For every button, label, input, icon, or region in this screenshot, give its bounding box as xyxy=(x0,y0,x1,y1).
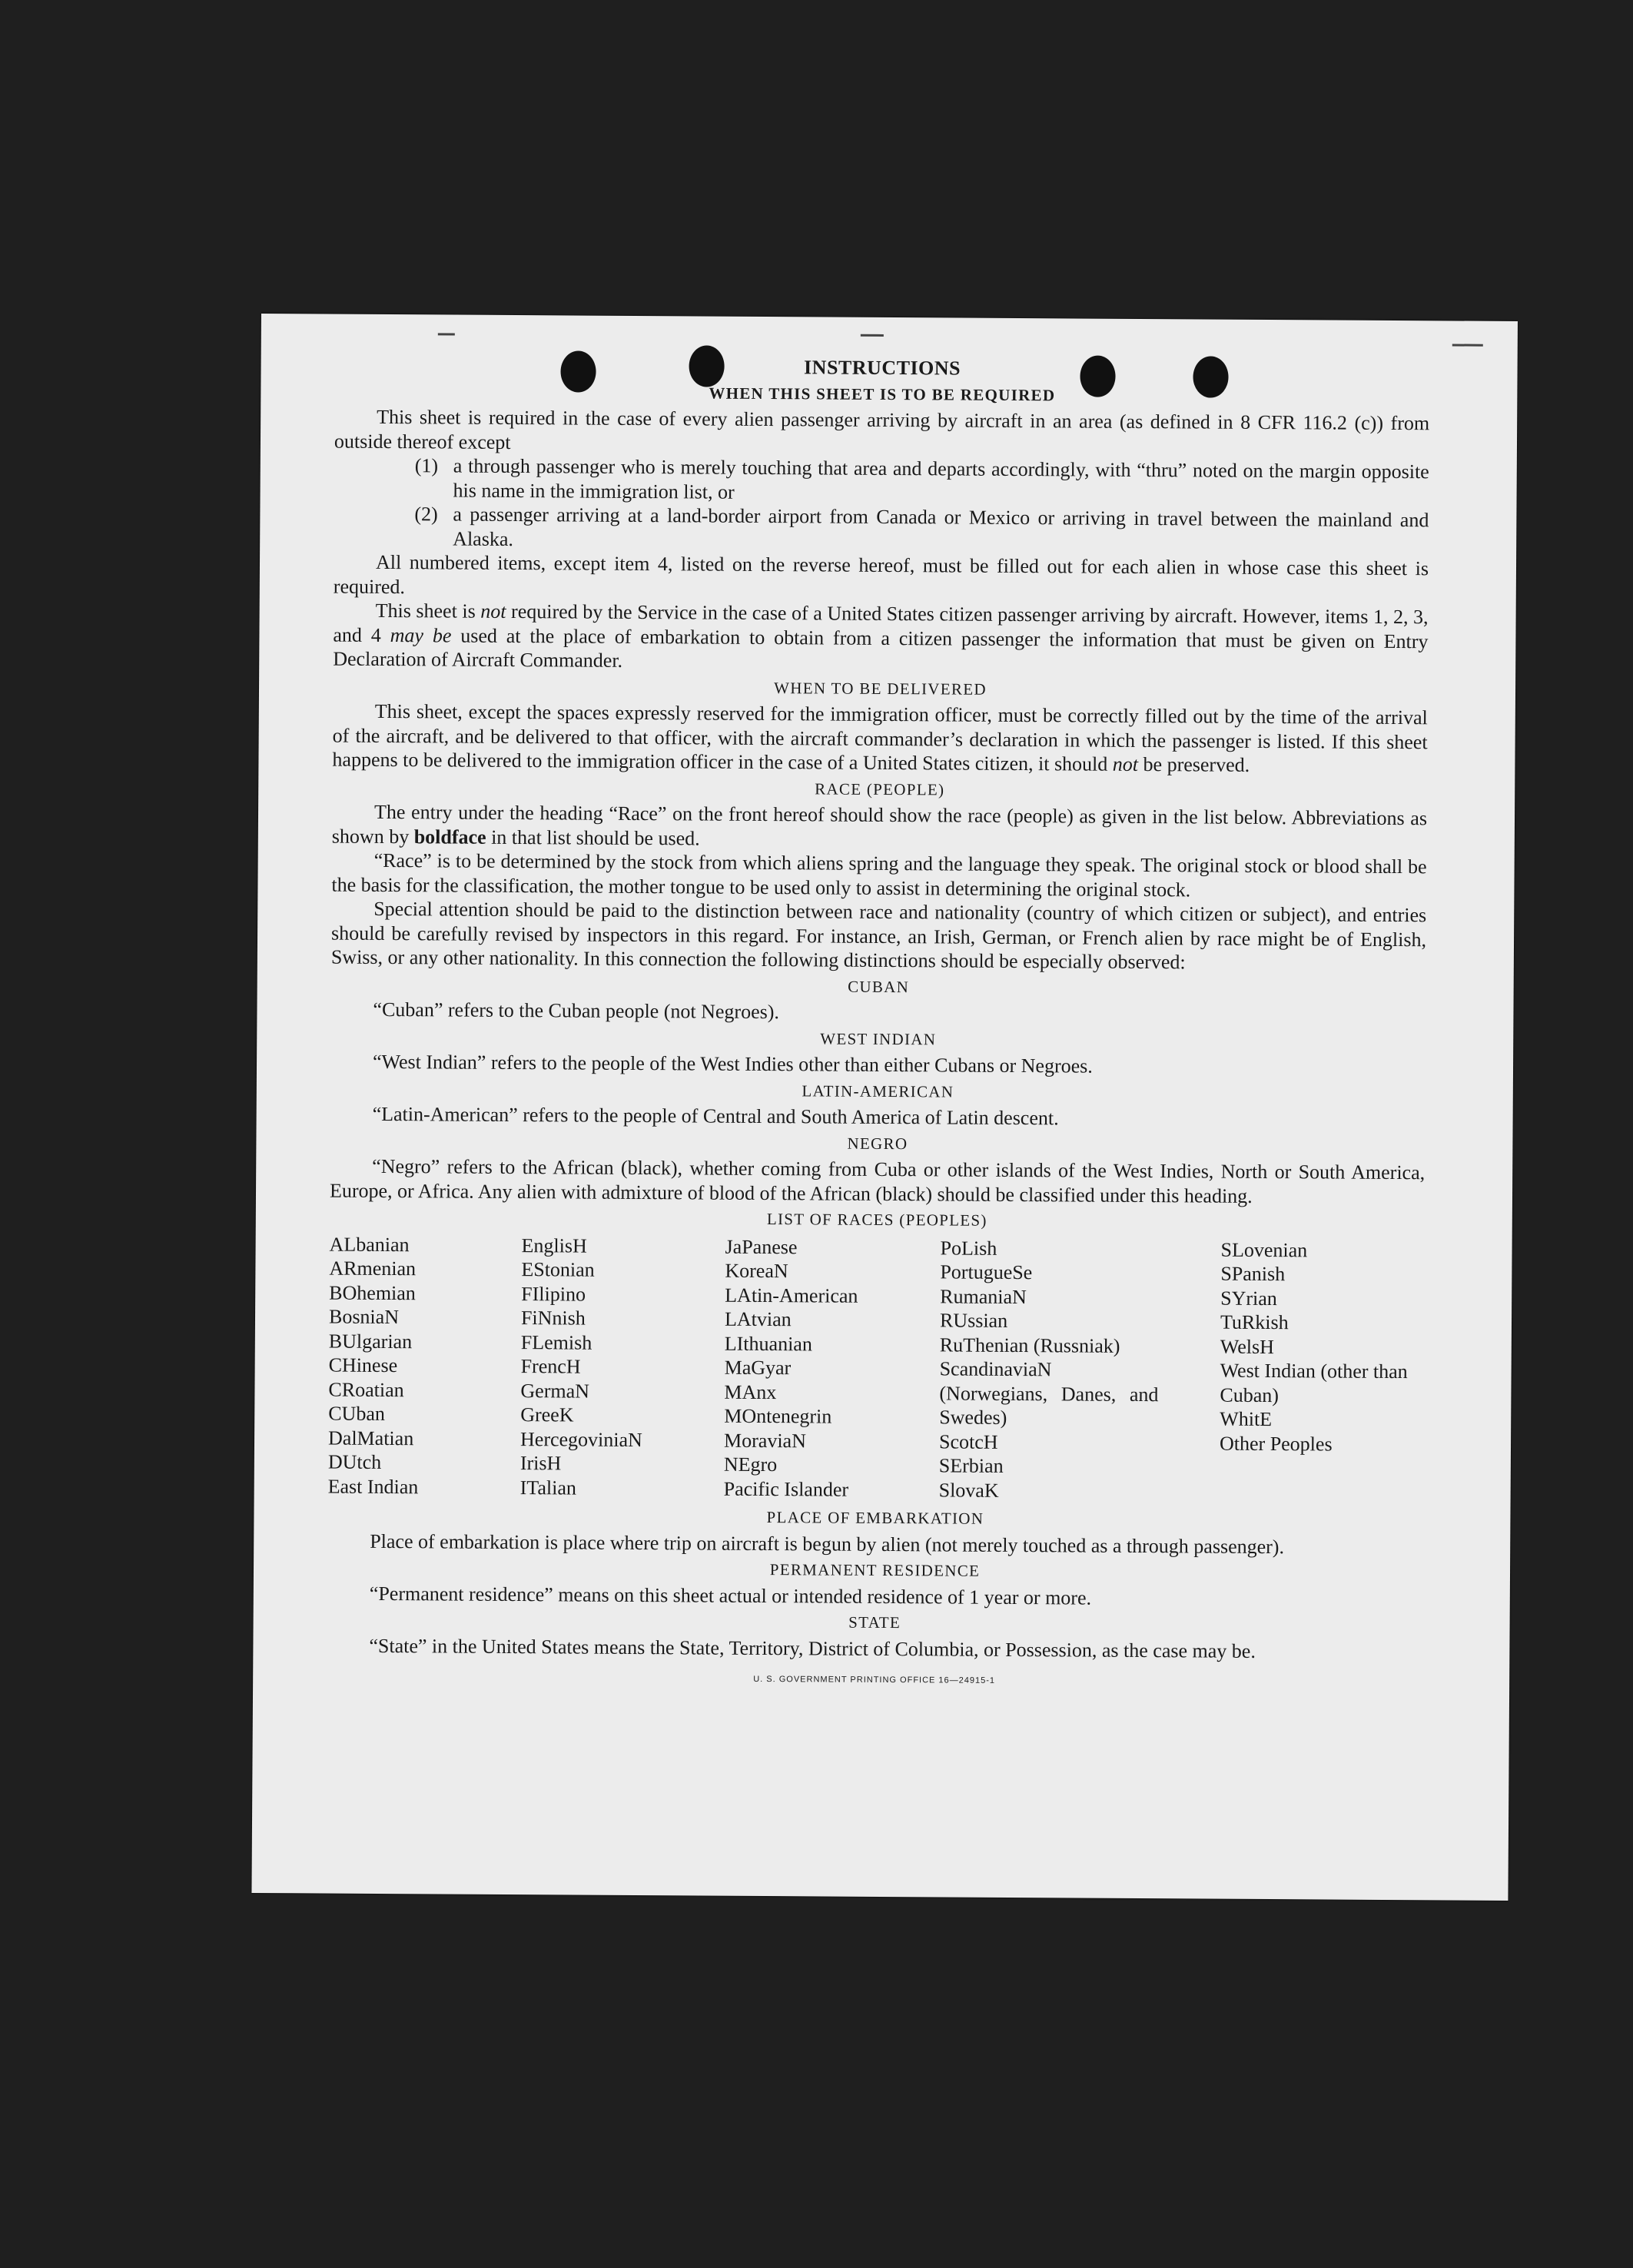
item-text: a passenger arriving at a land-border airport from Canada or Mexico or arriving in travel between the mainland and Alaska. xyxy=(453,503,1429,550)
race-item: ITalian xyxy=(519,1476,577,1499)
section-heading: NEGRO xyxy=(847,1134,908,1153)
race-item: WhitE xyxy=(1220,1407,1273,1431)
races-column xyxy=(328,1232,522,1499)
races-list xyxy=(328,1232,1425,1505)
race-item: Pacific Islander xyxy=(723,1477,849,1501)
race-item: FrencH xyxy=(520,1355,581,1378)
section-heading: CUBAN xyxy=(848,977,910,996)
race-item: SLovenian xyxy=(1220,1238,1308,1261)
race-item: West Indian (other than Cuban) xyxy=(1220,1359,1408,1406)
race-item: FLemish xyxy=(520,1330,592,1354)
page-title: INSTRUCTIONS xyxy=(804,356,961,380)
race-item: FiNnish xyxy=(520,1307,586,1330)
race-item: ARmenian xyxy=(329,1257,417,1280)
race-item: EnglisH xyxy=(521,1234,587,1257)
race-item: KoreaN xyxy=(725,1259,788,1283)
section-heading: PERMANENT RESIDENCE xyxy=(769,1560,981,1580)
race-item: FIlipino xyxy=(521,1282,586,1306)
race-item: SlovaK xyxy=(938,1478,999,1502)
section-heading: WHEN THIS SHEET IS TO BE REQUIRED xyxy=(709,384,1056,404)
document-sheet xyxy=(251,314,1518,1901)
section-heading: STATE xyxy=(848,1612,901,1632)
race-item: CRoatian xyxy=(328,1378,404,1401)
race-item: RumaniaN xyxy=(940,1284,1027,1308)
paragraph: “State” in the United States means the State, Territory, District of Columbia, or Possession, as the case may be. xyxy=(369,1634,1256,1662)
section-heading: PLACE OF EMBARKATION xyxy=(766,1508,984,1528)
race-item: DalMatian xyxy=(327,1426,414,1449)
race-item: MoraviaN xyxy=(723,1429,807,1452)
race-item: ALbanian xyxy=(329,1233,410,1256)
section-heading: LIST OF RACES (PEOPLES) xyxy=(766,1210,987,1230)
race-item: LAtin-American xyxy=(725,1283,858,1307)
races-column xyxy=(520,1234,725,1501)
race-item: EStonian xyxy=(521,1258,595,1281)
paragraph: “Race” is to be determined by the stock from which aliens spring and the language they speak. The original stock or blood shall be the basis for the classification, the mother tongue to be used only to assist in determining the original stock. xyxy=(331,848,1427,901)
race-item: NEgro xyxy=(723,1453,778,1476)
paragraph: “Cuban” refers to the Cuban people (not Negroes). xyxy=(373,998,780,1024)
section-heading: RACE (PEOPLE) xyxy=(815,779,945,799)
race-item: WelsH xyxy=(1220,1335,1275,1358)
paragraph: The entry under the heading “Race” on the front hereof should show the race (people) as given in the list below. Abbreviations as shown by boldface in that list should be used. xyxy=(331,800,1428,849)
races-column xyxy=(939,1236,1221,1504)
race-item: LAtvian xyxy=(724,1307,792,1331)
printer-imprint: U. S. GOVERNMENT PRINTING OFFICE 16—24915-1 xyxy=(753,1674,996,1685)
race-item: ScotcH xyxy=(938,1430,998,1453)
item-number: (2) xyxy=(414,503,438,526)
race-item: MaGyar xyxy=(724,1356,792,1380)
paragraph: This sheet is not required by the Service in the case of a United States citizen passenger arriving by aircraft. However, items 1, 2, 3, and 4 may be used at the place of embarkation to obtain from a citizen passenger the information that must be given on Entry Declaration of Aircraft Commander. xyxy=(333,599,1429,672)
race-item: MOntenegrin xyxy=(724,1404,832,1428)
instructions-content xyxy=(327,353,1430,1696)
race-item: East Indian xyxy=(327,1475,419,1498)
scan-mark xyxy=(1452,344,1483,346)
paragraph: “Negro” refers to the African (black), whether coming from Cuba or other islands of the West Indies, North or South America, Europe, or Africa. Any alien with admixture of blood of the African (black) should be classified under this heading. xyxy=(329,1154,1426,1207)
race-item: DUtch xyxy=(327,1450,382,1473)
race-item: BOhemian xyxy=(329,1281,416,1304)
race-item: SPanish xyxy=(1220,1262,1286,1286)
list-item xyxy=(334,453,1429,509)
race-item: RuThenian (Russniak) xyxy=(939,1333,1120,1357)
race-item: GermaN xyxy=(520,1379,590,1403)
race-item: MAnx xyxy=(724,1380,777,1403)
paragraph: “Latin-American” refers to the people of Central and South America of Latin descent. xyxy=(372,1102,1059,1130)
race-item: ScandinaviaN (Norwegians, Danes, and Swedes) xyxy=(939,1357,1159,1429)
race-item: PoLish xyxy=(940,1236,997,1260)
race-item: CHinese xyxy=(328,1353,398,1377)
paragraph: This sheet is required in the case of every alien passenger arriving by aircraft in an area (as defined in 8 CFR 116.2 (c)) from outside thereof except xyxy=(334,405,1430,453)
list-item xyxy=(334,502,1429,557)
race-item: Other Peoples xyxy=(1219,1432,1333,1456)
section-heading: WHEN TO BE DELIVERED xyxy=(774,678,987,699)
races-column xyxy=(1220,1237,1425,1505)
race-item: BosniaN xyxy=(328,1305,400,1329)
race-item: IrisH xyxy=(519,1452,562,1475)
race-item: BUlgarian xyxy=(328,1330,413,1353)
paragraph: “West Indian” refers to the people of the West Indies other than either Cubans or Negroes. xyxy=(372,1050,1093,1078)
race-item: CUban xyxy=(328,1402,386,1426)
races-column xyxy=(724,1234,941,1502)
paragraph: All numbered items, except item 4, listed on the reverse hereof, must be filled out for each alien in whose case this sheet is required. xyxy=(333,550,1429,598)
race-item: JaPanese xyxy=(725,1235,798,1258)
race-item: SErbian xyxy=(938,1454,1004,1477)
race-item: RUssian xyxy=(939,1309,1008,1332)
scan-mark xyxy=(861,334,884,337)
paragraph: Special attention should be paid to the distinction between race and nationality (country of which citizen or subject), and entries should be carefully revised by inspectors in this regard. For instance, an Irish, German, or French alien by race might be of English, Swiss, or any other nationality. In this connection the following distinctions should be especially observed: xyxy=(330,897,1427,974)
race-item: TuRkish xyxy=(1220,1310,1289,1334)
race-item: LIthuanian xyxy=(724,1332,812,1355)
section-heading: WEST INDIAN xyxy=(820,1028,937,1048)
section-heading: LATIN-AMERICAN xyxy=(802,1081,954,1101)
race-item: GreeK xyxy=(520,1403,574,1426)
item-number: (1) xyxy=(414,454,439,477)
scan-mark xyxy=(438,333,455,335)
item-text: a through passenger who is merely touching that area and departs accordingly, with “thru” noted on the margin opposite his name in the immigration list, or xyxy=(453,454,1429,503)
paragraph: Place of embarkation is place where trip on aircraft is begun by alien (not merely touched as a through passenger). xyxy=(370,1529,1285,1558)
paragraph: “Permanent residence” means on this sheet actual or intended residence of 1 year or more. xyxy=(369,1582,1092,1609)
race-item: HercegoviniaN xyxy=(519,1427,642,1451)
race-item: SYrian xyxy=(1220,1287,1277,1310)
race-item: PortugueSe xyxy=(940,1260,1033,1284)
paragraph: This sheet, except the spaces expressly reserved for the immigration officer, must be correctly filled out by the time of the arrival of the aircraft, and be delivered to that officer, with the aircraft commander’s declaration in which the passenger is listed. If this sheet happens to be delivered to the immigration officer in the case of a United States citizen, it should not be preserved. xyxy=(332,699,1428,776)
